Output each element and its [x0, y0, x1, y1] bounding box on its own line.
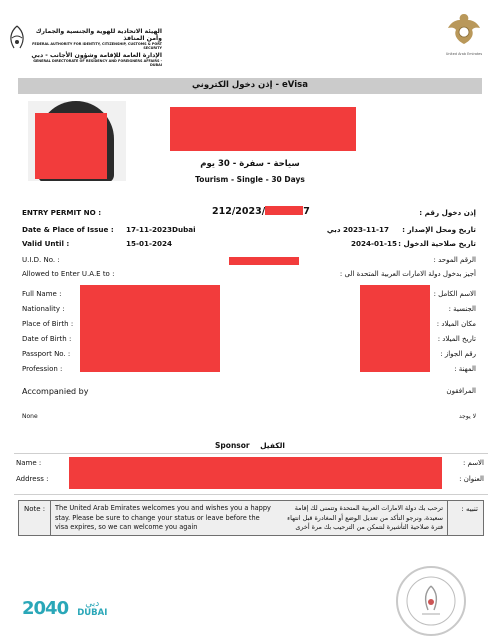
uae-emblem-icon [444, 10, 484, 50]
date-of-birth-label-ar: تاريخ الميلاد : [437, 335, 476, 343]
valid-label: Valid Until : [22, 239, 70, 248]
entry-permit-label: ENTRY PERMIT NO : [22, 208, 102, 217]
dubai-logo-text [77, 600, 107, 618]
directorate-name-en: GENERAL DIRECTORATE OF RESIDENCY AND FOREIGNERS AFFAIRS - DUBAI [33, 58, 162, 67]
authority-name-en: FEDERAL AUTHORITY FOR IDENTITY, CITIZENSHIP, CUSTOMS & PORT SECURITY [32, 42, 162, 51]
date-of-birth-label: Date of Birth : [22, 335, 72, 343]
authority-name-ar: الهيئة الاتحادية للهوية والجنسية والجمارك وأمن المنافذ [35, 28, 162, 42]
valid-label-ar: تاريخ صلاحية الدخول : [398, 239, 476, 248]
sponsor-title-ar: الكفيل [260, 441, 285, 450]
dubai-2040-number: 2040 [22, 598, 69, 619]
uid-redaction [229, 257, 299, 265]
person-labels-ar [416, 287, 476, 377]
note-divider-right [447, 501, 448, 535]
visa-type-en: Tourism - Single - 30 Days [195, 175, 305, 184]
directorate-name-ar: الإدارة العامة للإقامة وشؤون الأجانب - دبي [31, 51, 162, 59]
profession-label-ar: المهنة : [454, 365, 476, 373]
accompanied-value-ar: لا يوجد [459, 413, 476, 420]
note-label-ar: تنبيه : [461, 505, 478, 513]
entry-permit-prefix: 212/2023/ [212, 206, 266, 217]
passport-no-label: Passport No. : [22, 350, 71, 358]
nationality-label-ar: الجنسية : [448, 305, 476, 313]
official-seal-icon [396, 566, 466, 636]
note-text-en: The United Arab Emirates welcomes you and wishes you a happy stay. Please be sure to change your status or leave before the visa expires, so we can welcome you again [55, 504, 271, 531]
allowed-label: Allowed to Enter U.A.E to : [22, 270, 115, 278]
accompanied-label-ar: المرافقون [446, 387, 476, 395]
authority-name-block [30, 28, 162, 67]
authority-logo [6, 24, 28, 52]
sponsor-name-label-ar: الاسم : [462, 459, 484, 467]
valid-value-ar: 2024-01-15 [351, 239, 397, 248]
profession-label: Profession : [22, 365, 63, 373]
note-divider-left [50, 501, 51, 535]
passport-no-label-ar: رقم الجواز : [440, 350, 476, 358]
note-label: Note : [24, 505, 46, 513]
place-of-birth-label-ar: مكان الميلاد : [436, 320, 476, 328]
person-labels-en [22, 287, 73, 377]
nationality-label: Nationality : [22, 305, 65, 313]
sponsor-redaction [69, 457, 442, 489]
sponsor-name-label: Name : [16, 459, 42, 467]
issue-label: Date & Place of Issue : [22, 225, 114, 234]
note-text-ar: ترحب بك دولة الامارات العربية المتحدة وتتمنى لك إقامة سعيدة، ونرجو التأكد من تعديل الوضع أو المغادرة قبل انتهاء فترة صلاحية التأشيرة لنتمكن من الترحيب بك مرة أخرى [287, 504, 443, 531]
evisa-title: إذن دخول الكتروني - eVisa [192, 80, 308, 90]
valid-value: 15-01-2024 [126, 239, 172, 248]
issue-place: Dubai [172, 225, 196, 234]
sponsor-title [150, 441, 350, 450]
allowed-label-ar: أجيز بدخول دولة الامارات العربية المتحدة الى : [339, 270, 476, 278]
issue-date: 17-11-2023 [126, 225, 172, 234]
place-of-birth-label: Place of Birth : [22, 320, 74, 328]
uid-label-ar: الرقم الموحد : [433, 256, 476, 264]
issue-label-ar: تاريخ ومحل الإصدار : [402, 225, 476, 234]
sponsor-title-en: Sponsor [215, 441, 250, 450]
accompanied-label: Accompanied by [22, 387, 89, 396]
uid-label: U.I.D. No. : [22, 256, 60, 264]
accompanied-value: None [22, 413, 38, 420]
entry-permit-suffix: 7 [303, 206, 310, 217]
entry-permit-label-ar: إذن دخول رقم : [419, 208, 476, 217]
issue-value-ar: 2023-11-17 دبي [326, 225, 389, 234]
dubai-logo-en: DUBAI [77, 607, 108, 618]
emblem-caption: United Arab Emirates [445, 52, 483, 56]
sponsor-address-label: Address : [16, 475, 49, 483]
note-box [18, 500, 484, 536]
sponsor-bottom-divider [14, 494, 488, 495]
dubai-logo-ar: دبي [85, 598, 100, 609]
full-name-label: Full Name : [22, 290, 62, 298]
sponsor-divider [14, 453, 488, 454]
person-values-en-redaction [80, 285, 220, 372]
entry-permit-value [212, 206, 310, 217]
applicant-photo [28, 101, 126, 181]
sponsor-address-label-ar: العنوان : [459, 475, 484, 483]
dubai-2040-logo [22, 598, 107, 622]
photo-redaction [35, 113, 107, 179]
full-name-label-ar: الاسم الكامل : [433, 290, 476, 298]
entry-permit-redaction [265, 206, 303, 215]
visa-type-ar: سياحة - سفرة - 30 يوم [200, 159, 300, 169]
applicant-name-redaction [170, 107, 356, 151]
